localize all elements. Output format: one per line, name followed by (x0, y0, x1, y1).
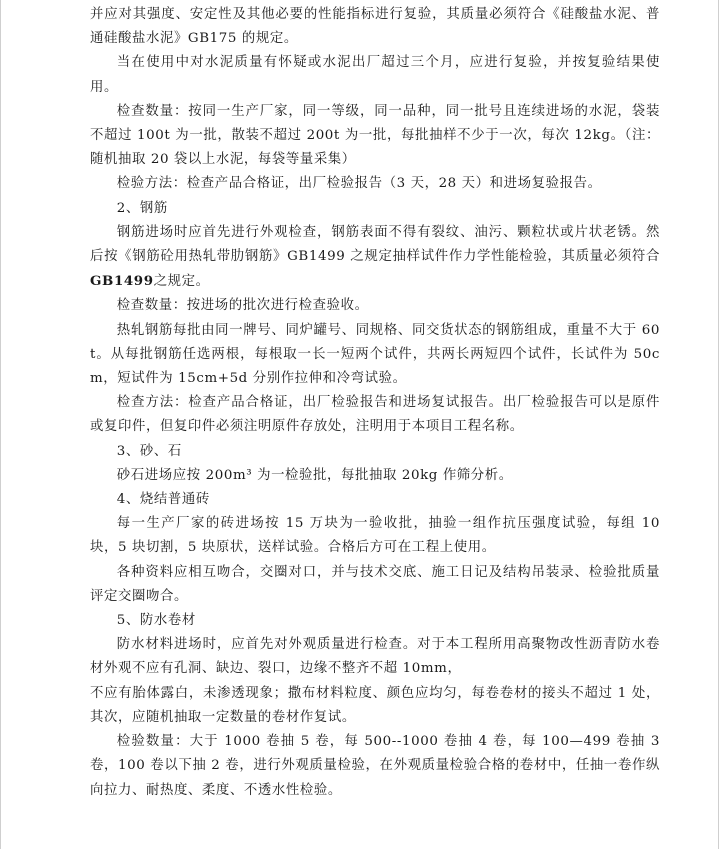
paragraph-waterproof-appearance: 防水材料进场时，应首先对外观质量进行检查。对于本工程所用高聚物改性沥青防水卷材外观不应有孔洞、缺边、裂口，边缘不整齐不超 10mm， (90, 637, 660, 677)
paragraph-cement-standard: 并应对其强度、安定性及其他必要的性能指标进行复验，其质量必须符合《硅酸盐水泥、普通硅酸盐水泥》GB175 的规定。 (90, 7, 660, 47)
paragraph-waterproof-appearance-cont: 不应有胎体露白，未渗透现象；撒布材料粒度、颜色应均匀，每卷卷材的接头不超过 1 处，其次，应随机抽取一定数量的卷材作复试。 (90, 685, 660, 725)
paragraph-documents: 各种资料应相互吻合，交圈对口，并与技术交底、施工日记及结构吊装录、检验批质量评定交圈吻合。 (90, 564, 660, 604)
section-heading-rebar: 2、钢筋 (116, 200, 168, 216)
paragraph-rebar-appearance-text: 钢筋进场时应首先进行外观检查，钢筋表面不得有裂纹、油污、颗粒状或片状老锈。然后按《钢筋砼用热轧带肋钢筋》GB1499 之规定抽样试件作力学性能检验，其质量必须符合 (90, 224, 660, 265)
paragraph-brick: 每一生产厂家的砖进场按 15 万块为一验收批，抽验一组作抗压强度试验，每组 10 块，5 块切割，5 块原状，送样试验。合格后方可在工程上使用。 (90, 516, 660, 556)
paragraph-rebar-inspection-method: 检查方法：检查产品合格证，出厂检验报告和进场复试报告。出厂检验报告可以是原件或复印件，但复印件必须注明原件存放处，注明用于本项目工程名称。 (90, 395, 660, 435)
section-heading-sand-stone: 3、砂、石 (116, 443, 182, 459)
paragraph-rebar-appearance-tail: 之规定。 (153, 274, 210, 290)
document-body (90, 3, 660, 803)
paragraph-cement-recheck: 当在使用中对水泥质量有怀疑或水泥出厂超过三个月，应进行复验，并按复验结果使用。 (90, 55, 660, 95)
section-heading-brick: 4、烧结普通砖 (116, 492, 210, 508)
paragraph-cement-inspection-quantity: 检查数量：按同一生产厂家，同一等级，同一品种，同一批号且连续进场的水泥，袋装不超过 100t 为一批，散装不超过 200t 为一批，每批抽样不少于一次，每次 12kg。（注：随机抽取 20 袋以上水泥，每袋等量采集） (90, 103, 660, 168)
paragraph-rebar-appearance (90, 221, 660, 295)
paragraph-rebar-inspection-quantity: 检查数量：按进场的批次进行检查验收。 (116, 298, 369, 314)
paragraph-sand-stone: 砂石进场应按 200m³ 为一检验批，每批抽取 20kg 作筛分析。 (116, 467, 513, 483)
section-heading-waterproof: 5、防水卷材 (116, 613, 196, 629)
paragraph-rebar-batch: 热轧钢筋每批由同一牌号、同炉罐号、同规格、同交货状态的钢筋组成，重量不大于 60t。从每批钢筋任选两根，每根取一长一短两个试件，共两长两短四个试件，长试件为 50cm，短试件为 15cm+5d 分别作拉伸和冷弯试验。 (90, 322, 660, 387)
paragraph-rebar-standard-bold: GB1499 (90, 273, 154, 290)
paragraph-waterproof-inspection-quantity: 检验数量：大于 1000 卷抽 5 卷，每 500--1000 卷抽 4 卷，每 100—499 卷抽 3 卷，100 卷以下抽 2 卷，进行外观质量检验，在外观质量检验合格的卷材中，任抽一卷作纵向拉力、耐热度、柔度、不透水性检验。 (90, 734, 660, 798)
paragraph-cement-inspection-method: 检验方法：检查产品合格证，出厂检验报告（3 天，28 天）和进场复验报告。 (116, 176, 602, 192)
